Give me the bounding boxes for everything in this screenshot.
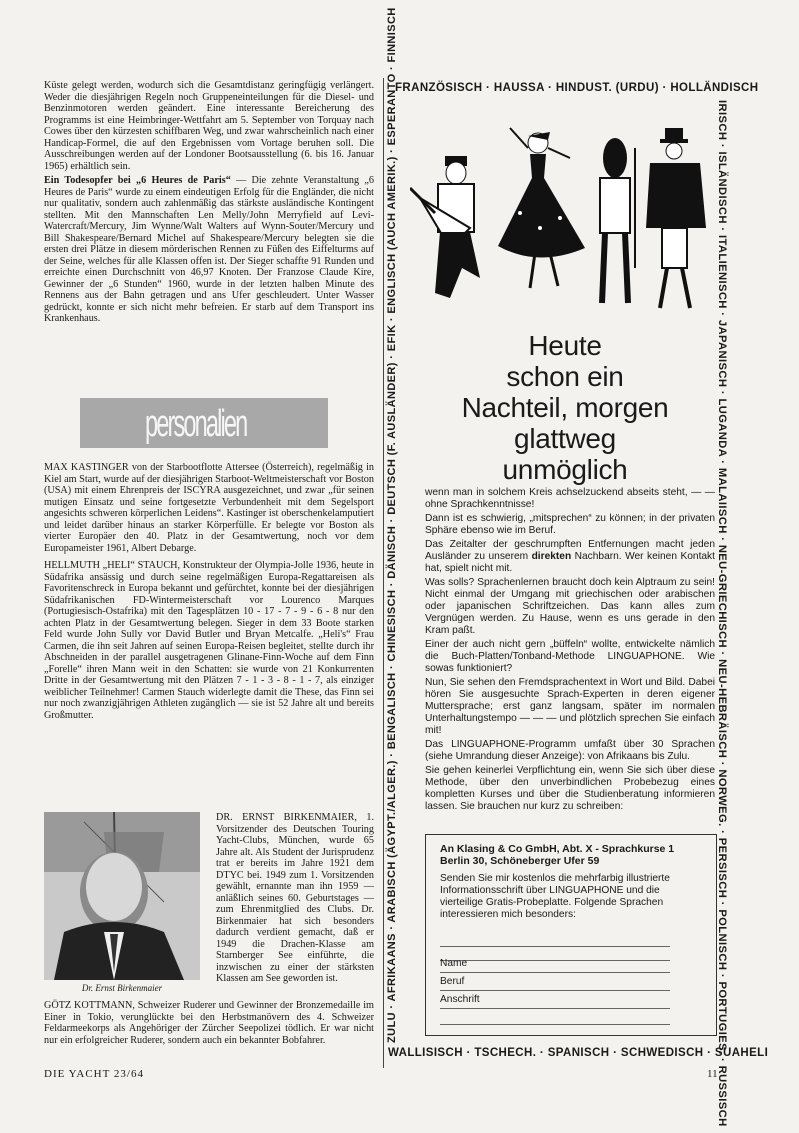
coupon-language-line-1[interactable]	[440, 946, 670, 947]
birkenmaier-section	[216, 812, 374, 985]
kottmann-section	[44, 1000, 374, 1046]
ad-paragraph-2: Dann ist es schwierig, „mitsprechen“ zu können; in der privaten Sphäre ebenso wie im Beruf.	[425, 513, 715, 536]
language-list-left: ZULU · AFRIKAANS · ARABISCH (ÄGYPT./ALGER.) · BENGALISCH · CHINESISCH · DÄNISCH · DEUTSCH (F. AUSLÄNDER) · EFIK · ENGLISCH (AUCH AMERIK.) · ESPERANTO · FINNISCH	[386, 7, 398, 1043]
portrait-image	[44, 812, 200, 980]
ad-paragraph-3-end: Nachbarn. Wer keinen Kontakt hat, spielt nicht mit.	[425, 551, 715, 574]
ad-paragraph-5: Einer der auch nicht gern „büffeln“ wollte, entwickelte nämlich die Buch-Platten/Tonband-Methode LINGUAPHONE. Wie sowas funktioniert?	[425, 639, 715, 674]
language-list-top: FRANZÖSISCH · HAUSSA · HINDUST. (URDU) · HOLLÄNDISCH	[395, 82, 759, 94]
personalien-section	[44, 462, 374, 721]
dancers-illustration	[410, 118, 710, 318]
balalaika-player-figure	[410, 156, 480, 298]
article-paragraph-cowes: Küste gelegt werden, wodurch sich die Gesamtdistanz geringfügig verlängert. Weder die diesjährigen Regeln noch Gruppeneinteilungen für die Diesel- und Benzinmotoren werden geändert. Eine interessante Bereicherung des Programms ist eine Heimbringer-Wettfahrt am 5. September von Torquay nach Cowes über den kürzesten schiffbaren Weg, und zwar wahrscheinlich nach einer Handicap-Formel, die auf den Ergebnissen vom Vortage beruhen soll. Die Ausschreibungen werden auf der Londoner Bootsausstellung (6. bis 16. Januar 1965) erhältlich sein.	[44, 80, 374, 172]
magazine-footer: DIE YACHT 23/64	[44, 1068, 144, 1080]
portrait-photo	[44, 812, 200, 980]
birkenmaier-paragraph: DR. ERNST BIRKENMAIER, 1. Vorsitzender des Deutschen Touring Yacht-Clubs, München, wurde 65 Jahre alt. Als Student der Jurisprudenz trat er bereits im Jahre 1921 dem DTYC bei. 1949 zum 1. Vorsitzenden gewählt, ernannte man ihn 1959 — anläßlich seines 60. Geburtstages — zum Ehrenmitglied des Clubs. Dr. Birkenmaier hat sich besonders dadurch verdient gemacht, daß er 1949 die Drachen-Klasse am Starnberger See einführte, die inzwischen zu einer der stärksten Klassen am See geworden ist.	[216, 812, 374, 984]
headline-line-3: Nachteil, morgen	[461, 392, 669, 423]
language-list-right: IRISCH · ISLÄNDISCH · ITALIENISCH · JAPANISCH · LUGANDA · MALAIISCH · NEU-GRIECHISCH · NEU-HEBRÄISCH · NORWEG. · PERSISCH · POLNISCH · PORTUGIES. · RUSSISCH	[716, 100, 728, 1127]
coupon-beruf-line[interactable]	[440, 990, 670, 991]
column-divider	[383, 78, 384, 1068]
ad-paragraph-7: Das LINGUAPHONE-Programm umfaßt über 30 Sprachen (siehe Umrandung dieser Anzeige): von Afrikaans bis Zulu.	[425, 739, 715, 762]
guard-figure	[600, 138, 635, 303]
ad-paragraph-3	[425, 539, 715, 575]
headline-line-5: unmöglich	[502, 454, 628, 485]
coupon-name-label: Name	[440, 958, 468, 969]
kottmann-paragraph: GÖTZ KOTTMANN, Schweizer Ruderer und Gewinner der Bronzemedaille im Einer in Tokio, verunglückte bei den Herbstmanövern des 4. Schweizer Feldarmeekorps als Angehöriger der Zürcher Seepolizei tödlich. Er war nicht nur ein erfolgreicher Ruderer, sondern auch ein bekannter Bobfahrer.	[44, 1000, 374, 1046]
flamenco-dancer-figure	[498, 128, 585, 288]
ad-body	[425, 487, 715, 815]
ad-paragraph-6: Nun, Sie sehen den Fremdsprachentext in Wort und Bild. Dabei hören Sie ausgesuchte Sprach-Experten in deren eigener Muttersprache; erst ganz langsam, später im normalen Unterhaltungstempo — — — und plötzlich sprechen Sie einfach mit!	[425, 677, 715, 736]
headline-line-2: schon ein	[506, 361, 624, 392]
coupon-anschrift-line-2[interactable]	[440, 1024, 670, 1025]
ad-paragraph-4: Was solls? Sprachenlernen braucht doch kein Alptraum zu sein! Nicht einmal der Umgang mit griechischen oder arabischen oder japanischen Schriftzeichen. Das kann alles zum Vergnügen werden. Zu Hause, wenn es uns gerade in den Kram paßt.	[425, 577, 715, 636]
coupon-anschrift-label: Anschrift	[440, 994, 480, 1005]
headline-line-1: Heute	[528, 330, 602, 361]
headline-line-4: glattweg	[514, 423, 616, 454]
coupon-address: An Klasing & Co GmbH, Abt. X - Sprachkurse 1 Berlin 30, Schöneberger Ufer 59	[440, 843, 675, 867]
kastinger-paragraph: MAX KASTINGER von der Starbootflotte Attersee (Österreich), regelmäßig in Kiel am Start, wurde auf der diesjährigen Starboot-Weltmeisterschaft vor Boston (USA) mit einem Ehrenpreis der ISCYRA ausgezeichnet, und zwar „für seinen mutigen Einsatz und seine fortgesetzte Verbundenheit mit dem Segelsport angesichts schweren körperlichen Leidens“. Kastinger ist oberschenkelamputiert und leidet darüber hinaus an starker Körperfülle. Er belegte vor Boston als vierter Europäer den 40. Platz in der Gesamtwertung, noch vor dem Europameister 1961, Albert Debarge.	[44, 462, 374, 554]
stauch-paragraph: HELLMUTH „HELI“ STAUCH, Konstrukteur der Olympia-Jolle 1936, heute in Südafrika ansässig und durch seine regelmäßigen Europa-Regattareisen als Favoritenschreck in Europa bekannt und gefürchtet, konnte bei der diesjährigen Südafrikanischen FD-Wintermeisterschaft vor Lourenco Marques (Portugiesisch-Ostafrika) mit den Tagesplätzen 10 - 17 - 7 - 9 - 6 - 8 nur den achten Platz in der Gesamtwertung belegen. Sieger in dem 33 Boote starken Feld wurde John Sully vor David Butler und Bryan Metcalfe. „Heli's“ Frau Carmen, die ihn seit Jahren auf seinen Europa-Reisen begleitet, stellte durch ihr Abschneiden in der parallel ausgetragenen Glinane-Finn-Woche auf dem Finn „Forelle“ ihren Mann weit in den Schatten: sie wurde von 21 Konkurrenten Dritte in der Gesamtwertung mit den Plätzen 7 - 1 - 3 - 8 - 1 - 7, als einziger weiblicher Teilnehmer! Carmen Stauch widerlegte damit die These, das Finn sei nur noch zwanzigjährigen Athleten zugänglich — sie ist 52 Jahre alt und bereits Großmutter.	[44, 560, 374, 721]
ad-paragraph-1: wenn man in solchem Kreis achselzuckend abseits steht, — — ohne Sprachkenntnisse!	[425, 487, 715, 510]
personalien-banner-text: personalien	[145, 403, 247, 445]
photo-caption: Dr. Ernst Birkenmaier	[81, 983, 163, 993]
coupon-text: Senden Sie mir kostenlos die mehrfarbig illustrierte Informationsschrift über LINGUAPHONE und die vierteilige Gratis-Probeplatte. Folgende Sprachen interessieren mich besonders:	[440, 873, 670, 920]
coupon-language-line-2[interactable]	[440, 960, 670, 961]
language-list-bottom: WALLISISCH · TSCHECH. · SPANISCH · SCHWEDISCH · SUAHELI	[388, 1047, 769, 1059]
article-subheading: Ein Todesopfer bei „6 Heures de Paris“	[44, 175, 231, 186]
article-paragraph-paris-text: — Die zehnte Veranstaltung „6 Heures de Paris“ wurde zu einem eindeutigen Erfolg für die Engländer, die nicht nur qualitativ, sondern auch zahlenmäßig das stärkste ausländische Kontingent stellten. Mit den Mannschaften Len Melly/John Merryfield auf Levi-Watercraft/Mercury, Jim Wynne/Walt Walters auf Wynn-Souter/Mercury und Bill Shakespeare/Bernard Michel auf Shakespeare/Mercury belegten sie die ersten drei Plätze in diesem mörderischen Rennen zu Füßen des Eiffelturms auf der Seine, welches für alle Klassen offen ist. Der Sieger schaffte 91 Runden und erreichte einen Durchschnitt von 46,97 Knoten. Der Franzose Claude Kire, Gewinner der „6 Stunden“ 1960, wurde in der letzten halben Minute des Rennens aus der Bahn getragen und ans Ufer geschleudert. Unter Wasser gedrückt, konnte er sich nicht mehr befreien. Er starb auf dem Transport ins Krankenhaus.	[44, 175, 374, 324]
coupon-anschrift-line-1[interactable]	[440, 1008, 670, 1009]
ad-paragraph-3-start: Das Zeitalter der geschrumpften Entfernungen macht jeden Ausländer zu unserem	[425, 539, 715, 562]
caped-man-figure	[646, 128, 706, 308]
ad-paragraph-8: Sie gehen keinerlei Verpflichtung ein, wenn Sie sich über diese Methode, über den unverbindlichen Probebezug eines kompletten Kurses und über die Studienberatung informieren lassen. Sie brauchen nur kurz zu schreiben:	[425, 765, 715, 812]
page-number: 11	[707, 1068, 718, 1080]
article-column	[44, 80, 374, 325]
article-paragraph-paris	[44, 175, 374, 325]
ad-paragraph-3-emphasis: direkten	[531, 551, 572, 562]
coupon-name-line[interactable]	[440, 972, 670, 973]
coupon-beruf-label: Beruf	[440, 976, 465, 987]
ad-headline	[410, 330, 720, 485]
